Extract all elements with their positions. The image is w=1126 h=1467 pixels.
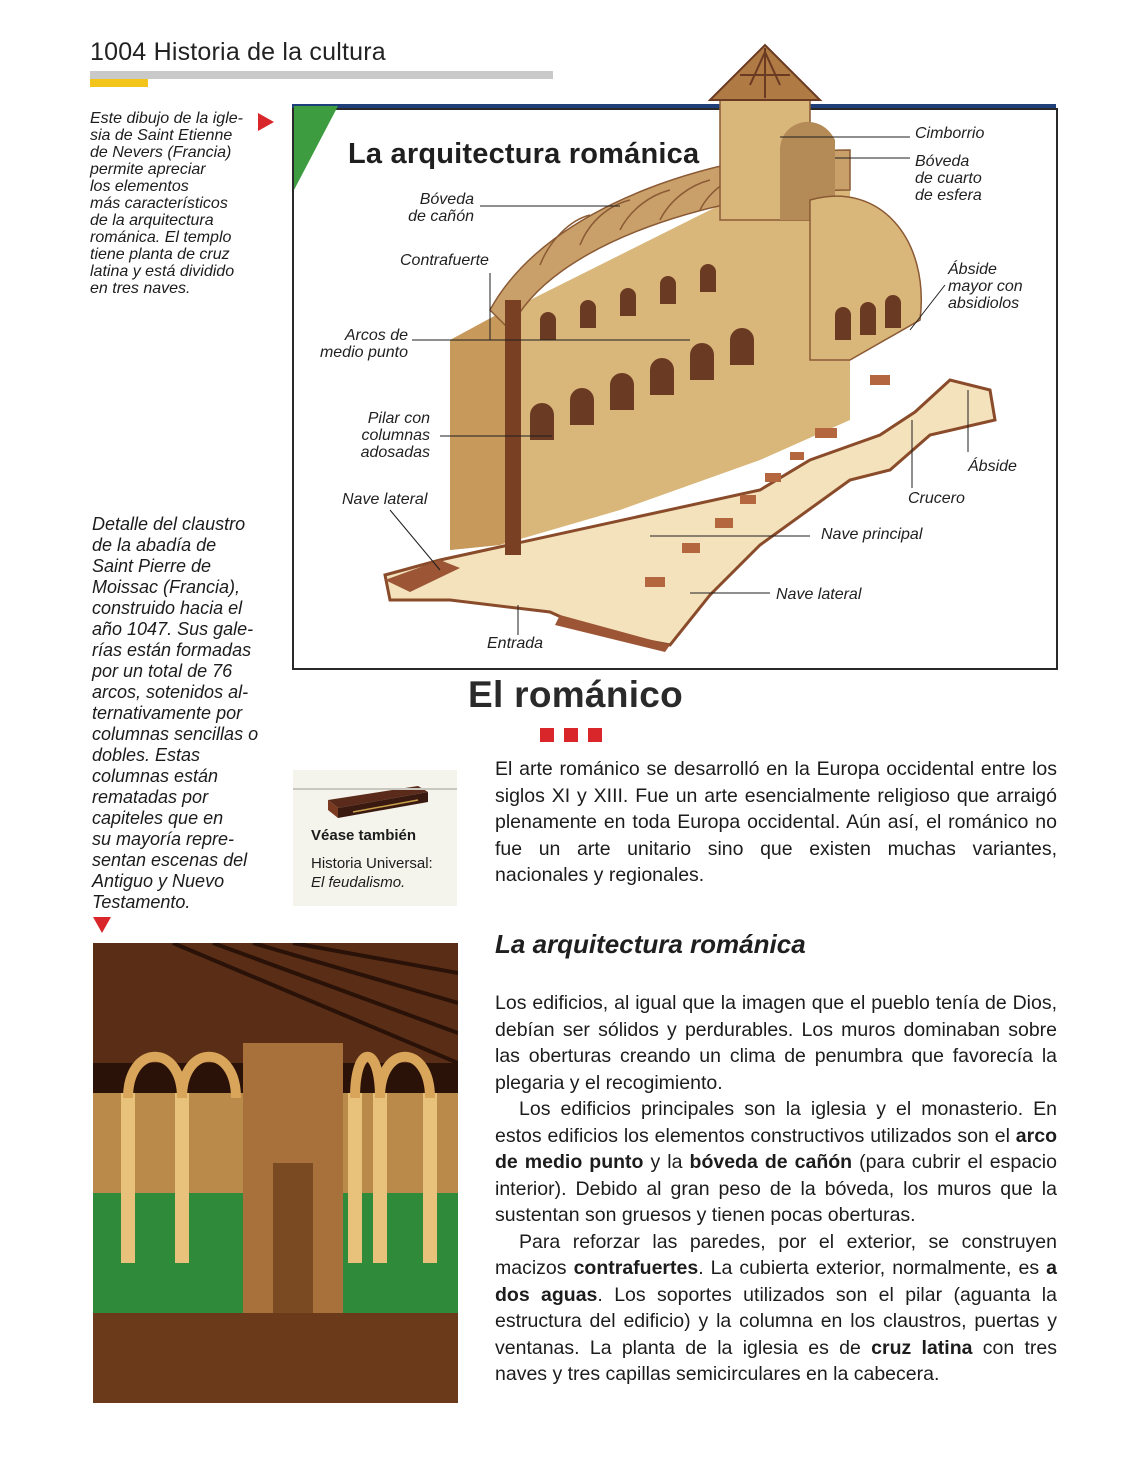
header-accent xyxy=(90,79,148,87)
cloister-photo xyxy=(93,943,458,1403)
arrow-right-icon xyxy=(258,113,274,131)
caption-line: columnas sencillas o xyxy=(92,724,259,744)
label-line: absidiolos xyxy=(948,295,1020,312)
label-nave-lateral-2 xyxy=(776,586,861,603)
caption-line: arcos, sotenidos al- xyxy=(92,682,249,702)
caption-line: Antiguo y Nuevo xyxy=(92,871,225,891)
caption-line: Saint Pierre de xyxy=(92,556,212,576)
caption-line: por un total de 76 xyxy=(92,661,233,681)
see-also-box xyxy=(293,770,457,906)
label-line: de esfera xyxy=(915,187,982,204)
subsection-title: La arquitectura románica xyxy=(495,929,806,959)
caption-line: de la arquitectura xyxy=(90,212,214,229)
caption-line: rías están formadas xyxy=(92,640,252,660)
caption-line: Testamento. xyxy=(92,892,191,912)
intro-paragraph xyxy=(495,756,1057,889)
gallery-floor xyxy=(93,1313,458,1403)
label-entrada xyxy=(487,635,543,652)
caption-line: Este dibujo de la igle- xyxy=(90,110,243,127)
see-also-rule xyxy=(293,788,457,790)
bold-term: bóveda de cañón xyxy=(689,1151,853,1173)
label-boveda-canon xyxy=(404,191,474,225)
see-also-line: Historia Universal: xyxy=(311,855,433,872)
cloister-caption xyxy=(92,514,272,913)
paragraph-3 xyxy=(495,1229,1057,1388)
label-line: Crucero xyxy=(908,490,965,507)
arrow-down-icon xyxy=(93,917,111,933)
caption-line: permite apreciar xyxy=(90,161,206,178)
label-pilar xyxy=(350,410,430,461)
ornament-square xyxy=(588,728,602,742)
label-line: Arcos de xyxy=(344,327,408,344)
see-also-title: Véase también xyxy=(311,827,417,844)
text-run: Los edificios principales son la iglesia y el monasterio. En estos edificios los elementos constructivos utilizados son el xyxy=(495,1098,1057,1147)
label-line: Ábside xyxy=(948,261,997,278)
ornament-square xyxy=(564,728,578,742)
label-line: de cañón xyxy=(408,208,474,225)
label-line: columnas xyxy=(361,427,430,444)
caption-line: su mayoría repre- xyxy=(92,829,235,849)
paragraph-1: Los edificios, al igual que la imagen que el pueblo tenía de Dios, debían ser sólidos y perdurables. Los muros dominaban sobre las oberturas creando un clima de penumbra que favorecía la plegaria y el recogimiento. xyxy=(495,992,1057,1094)
label-line: Bóveda xyxy=(419,191,474,208)
caption-line: románica. El templo xyxy=(90,229,232,246)
caption-line: capiteles que en xyxy=(92,808,224,828)
label-line: Nave principal xyxy=(821,526,923,543)
text-run: . La cubierta exterior, normalmente, es xyxy=(698,1257,1047,1279)
label-abside-mayor xyxy=(948,261,1023,312)
bold-term: cruz latina xyxy=(871,1336,973,1359)
caption-line: construido hacia el xyxy=(92,598,243,618)
label-cimborrio xyxy=(915,125,984,142)
label-arcos xyxy=(310,327,408,361)
label-contrafuerte xyxy=(400,252,489,269)
caption-line: en tres naves. xyxy=(90,280,191,297)
label-line: Nave lateral xyxy=(342,491,428,508)
caption-line: dobles. Estas xyxy=(92,745,201,765)
caption-line: de Nevers (Francia) xyxy=(90,144,232,161)
relief-figure xyxy=(273,1163,313,1323)
book-icon xyxy=(323,772,433,822)
label-line: Nave lateral xyxy=(776,586,862,603)
caption-line: sentan escenas del xyxy=(92,850,248,870)
label-nave-lateral-1 xyxy=(342,491,427,508)
caption-line: los elementos xyxy=(90,178,189,195)
apse xyxy=(810,196,921,360)
section-name: Historia de la cultura xyxy=(153,38,386,66)
caption-line: más característicos xyxy=(90,195,228,212)
label-abside xyxy=(968,458,1017,475)
caption-line: Detalle del claustro xyxy=(92,514,246,534)
caption-line: ternativamente por xyxy=(92,703,243,723)
label-line: Entrada xyxy=(487,635,544,652)
see-also-link[interactable]: El feudalismo. xyxy=(311,874,406,891)
label-line: mayor con xyxy=(948,278,1023,295)
text-run: . Los soportes utilizados son el pilar (aguanta la estructura del edificio) y la columna en los claustros, puertas y ventanas. La planta de la iglesia es de xyxy=(495,1283,1057,1359)
bold-term: a dos aguas xyxy=(495,1257,1058,1306)
caption-line: columnas están xyxy=(92,766,219,786)
caption-line: año 1047. Sus gale- xyxy=(92,619,254,639)
section-title: El románico xyxy=(468,674,684,715)
label-line: medio punto xyxy=(319,344,408,361)
label-line: de cuarto xyxy=(915,170,982,187)
caption-line: tiene planta de cruz xyxy=(90,246,230,263)
paragraph-2 xyxy=(495,1096,1057,1229)
label-boveda-esfera xyxy=(915,153,982,204)
caption-line: de la abadía de xyxy=(92,535,217,555)
church-caption xyxy=(90,110,260,297)
caption-line: latina y está dividido xyxy=(90,263,235,280)
label-line: Contrafuerte xyxy=(400,252,489,269)
label-crucero xyxy=(908,490,965,507)
page-number: 1004 xyxy=(90,38,147,66)
bold-term: contrafuertes xyxy=(573,1257,699,1279)
green-corner-wedge xyxy=(294,106,338,190)
label-line: Bóveda xyxy=(915,153,970,170)
text-run: con tres naves y tres capillas semicirculares en la cabecera. xyxy=(495,1336,1057,1385)
label-line: Pilar con xyxy=(367,410,430,427)
bold-term: arco de medio punto xyxy=(495,1124,1057,1173)
label-nave-principal xyxy=(821,526,922,543)
title-ornament xyxy=(540,728,612,747)
caption-line: rematadas por xyxy=(92,787,209,807)
intro-text: El arte románico se desarrolló en la Europa occidental entre los siglos XI y XIII. Fue un arte esencialmente religioso que arraigó plenamente en toda Europa occidental. Aún así, el románico no fue un arte unitario sino que existen muchas variantes, nacionales y regionales. xyxy=(495,758,1057,886)
label-line: adosadas xyxy=(360,444,430,461)
caption-line: Moissac (Francia), xyxy=(92,577,241,597)
text-run: (para cubrir el espacio interior). Debido al gran peso de la bóveda, los muros que la sustentan son gruesos y tienen pocas oberturas. xyxy=(495,1151,1057,1226)
text-run: Para reforzar las paredes, por el exterior, se construyen macizos xyxy=(495,1230,1057,1279)
buttress-wall xyxy=(505,300,521,555)
figure-title: La arquitectura románica xyxy=(348,138,700,170)
label-line: Cimborrio xyxy=(915,125,985,142)
subsection-body xyxy=(495,990,1057,1388)
label-line: Ábside xyxy=(968,458,1017,475)
caption-line: sia de Saint Etienne xyxy=(90,127,233,144)
ornament-square xyxy=(540,728,554,742)
text-run: y la xyxy=(643,1151,690,1173)
